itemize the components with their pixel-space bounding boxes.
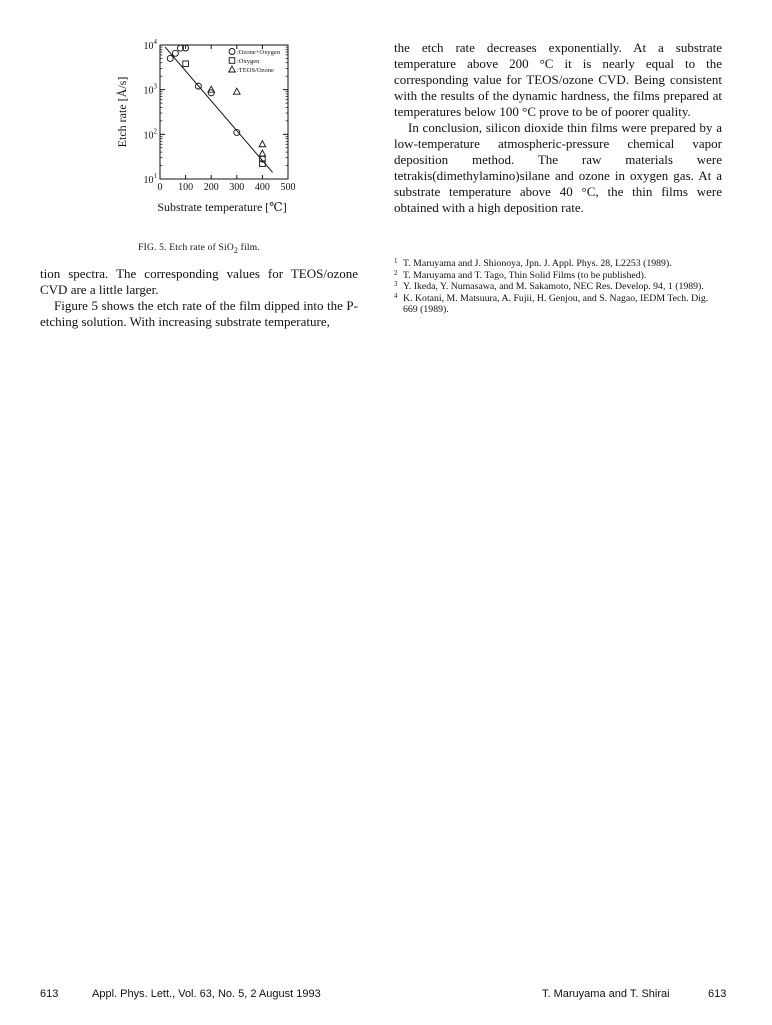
references-list xyxy=(394,258,722,316)
triangle-point xyxy=(234,88,241,94)
caption-text: Etch rate of SiO xyxy=(169,243,234,253)
left-paragraph-2: Figure 5 shows the etch rate of the film dipped into the P-etching solution. With increasing substrate temperature, xyxy=(40,298,358,329)
fit-line xyxy=(165,47,273,172)
running-authors: T. Maruyama and T. Shirai xyxy=(542,988,670,1000)
circle-point xyxy=(167,55,173,61)
legend-square-marker xyxy=(229,58,235,64)
legend-label: :Oxygen xyxy=(237,58,260,65)
right-column-body xyxy=(394,40,722,216)
triangle-point xyxy=(208,86,215,92)
caption-suffix: film. xyxy=(238,243,260,253)
circle-point xyxy=(172,50,178,56)
y-tick-label: $10^1$ xyxy=(143,172,157,186)
reference-item: 2 T. Maruyama and T. Tago, Thin Solid Films (to be published). xyxy=(394,268,647,281)
reference-item: 4 K. Kotani, M. Matsuura, A. Fujii, H. Genjou, and S. Nagao, IEDM Tech. Dig. 669 (1989). xyxy=(394,291,709,315)
journal-citation: Appl. Phys. Lett., Vol. 63, No. 5, 2 August 1993 xyxy=(92,988,321,1000)
legend-label: :TEOS/Ozone xyxy=(237,67,274,74)
y-tick-label: $10^4$ xyxy=(143,38,157,52)
caption-label: FIG. 5. xyxy=(138,243,167,253)
x-tick-label: 100 xyxy=(178,182,194,193)
chart-x-axis-label: Substrate temperature [℃] xyxy=(157,200,287,214)
x-tick-label: 400 xyxy=(254,182,270,193)
legend-label: :Ozone+Oxygen xyxy=(237,49,281,56)
x-tick-label: 300 xyxy=(229,182,245,193)
triangle-point xyxy=(259,150,266,156)
y-tick-label: $10^2$ xyxy=(143,127,157,142)
reference-item: 3 Y. Ikeda, Y. Numasawa, and M. Sakamoto, NEC Res. Develop. 94, 1 (1989). xyxy=(394,280,704,292)
triangle-point xyxy=(259,141,266,147)
etch-rate-chart xyxy=(110,35,310,217)
right-paragraph-2: In conclusion, silicon dioxide thin films were prepared by a low-temperature atmospheric-pressure chemical vapor deposition method. The raw materials were tetrakis(dimethylamino)silane and ozone in oxygen gas. At a substrate temperature above 40 °C, the thin films were obtained with a high deposition rate. xyxy=(394,120,722,215)
x-tick-label: 0 xyxy=(157,182,163,193)
left-column-body xyxy=(40,266,358,330)
right-paragraph-1: the etch rate decreases exponentially. At a substrate temperature above 200 °C it is nearly equal to the corresponding value for TEOS/ozone CVD. Being consistent with the results of the dynamic hardness, the films prepared at temperatures below 100 °C prove to be of poorer quality. xyxy=(394,40,722,119)
chart-legend xyxy=(229,49,281,75)
reference-item: 1 T. Maruyama and J. Shionoya, Jpn. J. Appl. Phys. 28, L2253 (1989). xyxy=(394,257,672,269)
axis-ticks xyxy=(144,38,296,193)
chart-y-axis-label: Etch rate [Å/s] xyxy=(115,76,129,148)
x-tick-label: 500 xyxy=(280,182,296,193)
square-point xyxy=(183,61,189,67)
plot-frame xyxy=(160,45,288,179)
figure-caption xyxy=(40,243,358,255)
legend-circle-marker xyxy=(229,49,235,55)
page-number-left: 613 xyxy=(40,988,59,1000)
left-paragraph-1: tion spectra. The corresponding values for TEOS/ozone CVD are a little larger. xyxy=(40,266,358,297)
page-number-right: 613 xyxy=(708,988,727,1000)
x-tick-label: 200 xyxy=(203,182,219,193)
legend-triangle-marker xyxy=(229,66,236,72)
caption-subscript: 2 xyxy=(233,245,239,255)
y-tick-label: $10^3$ xyxy=(143,82,157,97)
